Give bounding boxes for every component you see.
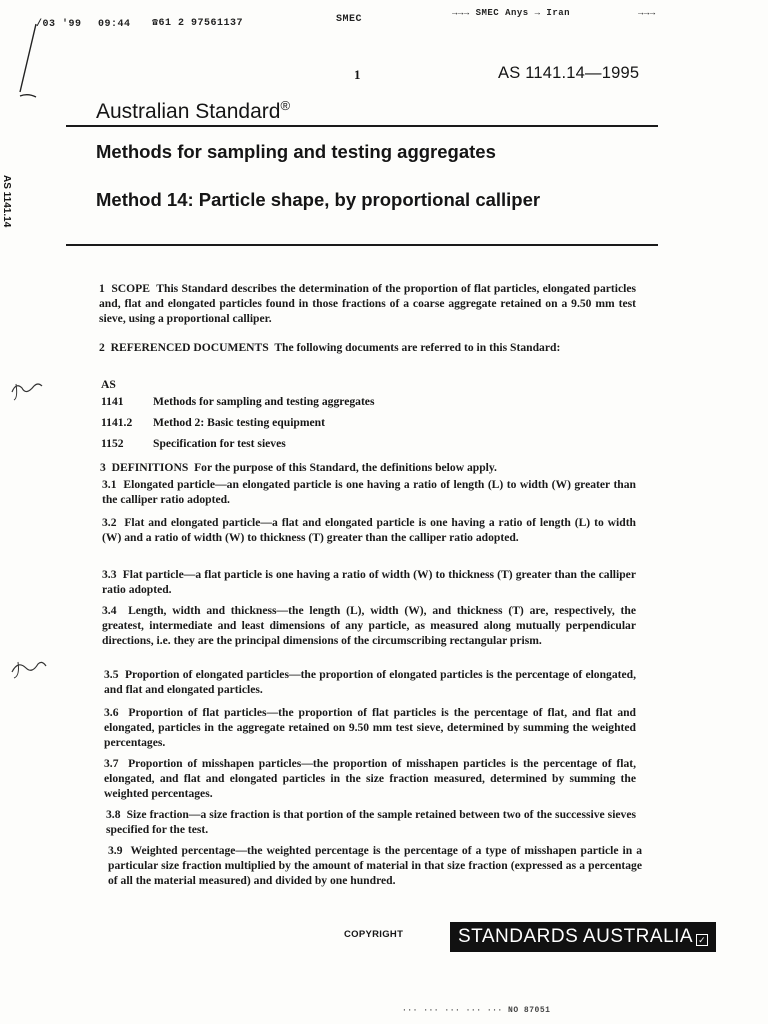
referenced-documents-list — [101, 377, 374, 457]
document-title: Methods for sampling and testing aggregates — [153, 395, 375, 408]
definitions-number: 3 — [100, 461, 106, 474]
document-number: 1141 — [101, 395, 124, 408]
definition-term: Elongated particle — [123, 478, 216, 491]
definition-number: 3.6 — [104, 706, 119, 719]
definition-3-4 — [102, 603, 636, 648]
series-title: Methods for sampling and testing aggregates — [96, 141, 496, 162]
definition-3-1 — [102, 477, 636, 507]
fax-date: /03 '99 — [36, 19, 82, 30]
references-text: The following documents are referred to in this Standard: — [274, 341, 561, 354]
definition-3-3 — [102, 567, 636, 597]
fax-right-header: →→→ SMEC Anys → Iran — [452, 8, 571, 18]
definition-number: 3.2 — [102, 516, 117, 529]
definition-number: 3.9 — [108, 844, 123, 857]
document-title: Method 2: Basic testing equipment — [153, 416, 325, 429]
document-title: Specification for test sieves — [153, 437, 286, 450]
definition-text: —the proportion of elongated particles is the percentage of elongated, and flat and elongated particles. — [104, 668, 637, 696]
pen-stroke-mark — [14, 20, 44, 100]
definition-term: Length, width and thickness — [128, 604, 277, 617]
definition-text: —the weighted percentage is the percentage of a type of misshapen particle in a particular size fraction multiplied by the amount of material in that size fraction (expressed as a percentage of all the material measured) and divided by one hundred. — [108, 844, 642, 887]
publisher-logo-text: STANDARDS AUSTRALIA — [458, 926, 694, 947]
checkmark-icon: ✓ — [698, 935, 707, 945]
copyright-label: COPYRIGHT — [344, 929, 404, 940]
definition-text: —the length (L), width (W), and thickness (T) are, respectively, the greatest, intermediate and least dimensions of any particle, as measured along mutually perpendicular directions, i.e. they are the principal dimensions of the circumscribing rectangular prism. — [102, 604, 637, 647]
section-scope — [99, 281, 636, 326]
definition-term: Size fraction — [126, 808, 189, 821]
page-number: 1 — [354, 67, 361, 82]
margin-dash-mark — [18, 92, 38, 100]
fax-phone: ☎61 2 97561137 — [152, 18, 244, 29]
title-rule-top — [66, 125, 658, 127]
fax-right-end: →→→ — [638, 8, 656, 18]
registered-mark: ® — [280, 98, 291, 113]
definition-term: Flat particle — [122, 568, 184, 581]
section-definitions — [100, 460, 637, 475]
list-item — [101, 394, 374, 409]
definition-term: Proportion of elongated particles — [124, 668, 289, 681]
australian-standard-brand — [96, 98, 290, 124]
definition-number: 3.7 — [104, 757, 119, 770]
definition-text: —the proportion of flat particles is the percentage of flat, and flat and elongated, particles in the aggregate retained on 9.50 mm test sieve, determined by summing the weighted percentages. — [104, 706, 637, 749]
definition-number: 3.1 — [102, 478, 117, 491]
definition-3-8 — [106, 807, 636, 837]
definition-term: Flat and elongated particle — [124, 516, 261, 529]
definition-text: —an elongated particle is one having a ratio of length (L) to width (W) greater than the calliper ratio adopted. — [102, 478, 636, 506]
references-heading: REFERENCED DOCUMENTS — [110, 341, 269, 354]
standards-australia-logo — [450, 922, 716, 952]
standard-number: AS 1141.14—1995 — [498, 64, 640, 82]
definitions-text: For the purpose of this Standard, the definitions below apply. — [194, 461, 497, 474]
section-references — [99, 340, 636, 355]
definition-term: Proportion of flat particles — [128, 706, 267, 719]
method-title: Method 14: Particle shape, by proportional calliper — [96, 189, 541, 210]
fax-sender: SMEC — [336, 14, 363, 25]
definition-number: 3.8 — [106, 808, 121, 821]
title-rule-bottom — [66, 244, 658, 246]
references-prefix: AS — [101, 378, 116, 391]
definition-text: —the proportion of misshapen particles is the percentage of flat, elongated, and flat and elongated particles in the size fraction measured, determined by summing the weighted percentages. — [104, 757, 637, 800]
definition-3-5 — [104, 667, 636, 697]
list-item — [101, 436, 374, 451]
brand-name: Australian Standard — [96, 100, 281, 123]
document-number: 1141.2 — [101, 416, 133, 429]
document-number: 1152 — [101, 437, 124, 450]
bottom-fax-line: ··· ··· ··· ··· ··· NO 87051 — [402, 1006, 551, 1015]
side-standard-label: AS 1141.14 — [1, 175, 12, 228]
definition-3-7 — [104, 756, 636, 801]
fax-time: 09:44 — [98, 19, 131, 30]
definition-3-6 — [104, 705, 636, 750]
scope-number: 1 — [99, 282, 105, 295]
definition-number: 3.3 — [102, 568, 117, 581]
definitions-heading: DEFINITIONS — [111, 461, 189, 474]
definition-number: 3.5 — [104, 668, 119, 681]
definition-term: Proportion of misshapen particles — [128, 757, 302, 770]
definition-text: —a flat particle is one having a ratio of width (W) to thickness (T) greater than the calliper ratio adopted. — [102, 568, 636, 596]
definition-text: —a size fraction is that portion of the sample retained between two of the successive sieves specified for the test. — [106, 808, 637, 836]
definition-term: Weighted percentage — [130, 844, 236, 857]
list-item — [101, 415, 374, 430]
scope-heading: SCOPE — [111, 282, 150, 295]
definition-3-2 — [102, 515, 636, 545]
definition-3-9 — [108, 843, 642, 888]
scope-text: This Standard describes the determination of the proportion of flat particles, elongated particles and, flat and elongated particles found in those fractions of a coarse aggregate retained on a 9.50 mm test sieve, using a proportional calliper. — [99, 282, 636, 325]
definition-number: 3.4 — [102, 604, 117, 617]
margin-scribble-mark — [8, 656, 48, 680]
references-number: 2 — [99, 341, 105, 354]
definition-text: —a flat and elongated particle is one having a ratio of length (L) to width (W) and a ratio of width (W) to thickness (T) greater than the calliper ratio adopted. — [102, 516, 637, 544]
margin-scribble-mark — [8, 378, 44, 402]
